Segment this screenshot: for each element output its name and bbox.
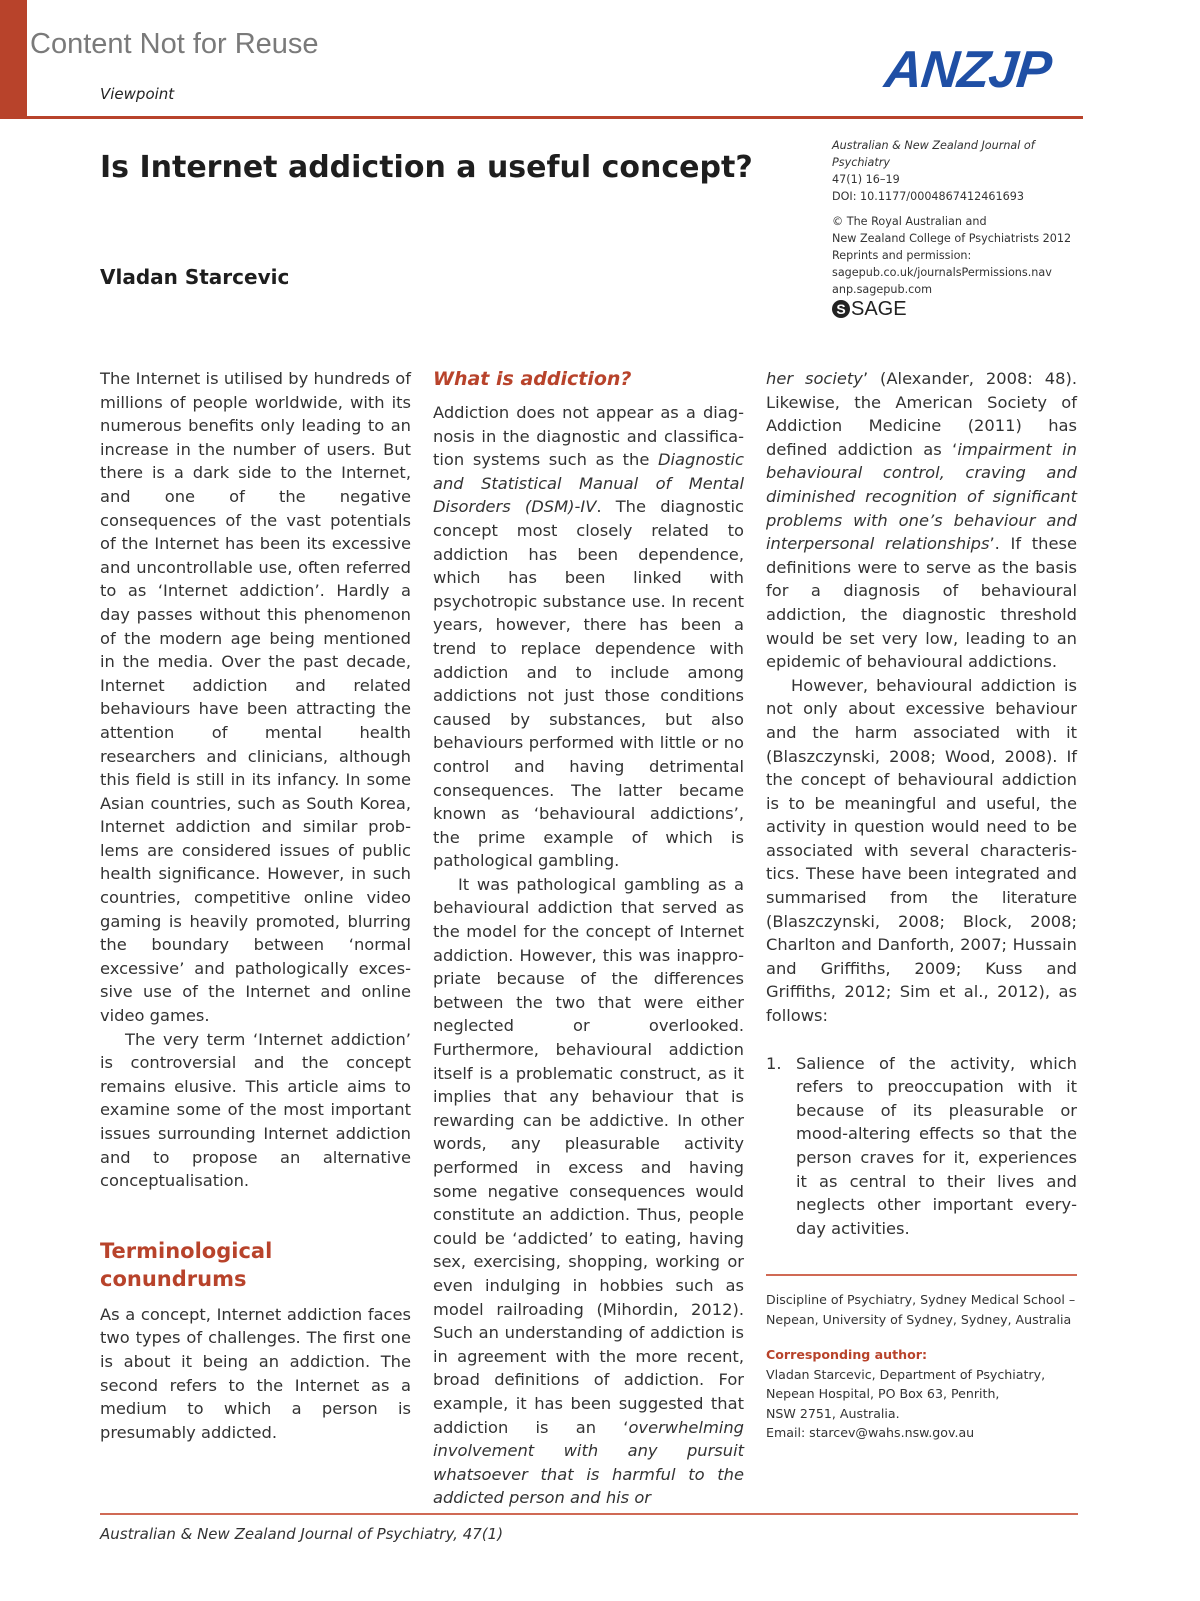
- column-2: [433, 367, 744, 1510]
- journal-site-link[interactable]: anp.sagepub.com: [832, 283, 933, 296]
- publisher-logo: [832, 297, 1092, 320]
- list-item: [766, 1052, 1077, 1241]
- permissions-link[interactable]: sagepub.co.uk/journalsPermissions.nav: [832, 266, 1052, 279]
- text-run: ’. If these definitions were to serve as the basis for a diagnosis of behavioural addiction, the diagnostic threshold would be set very low, leading to an epidemic of behavioural addictions.: [766, 534, 1077, 672]
- author-name: Vladan Starcevic: [100, 265, 290, 289]
- article-title: Is Internet addiction a useful concept?: [100, 150, 753, 185]
- doi[interactable]: DOI: 10.1177/0004867412461693: [832, 190, 1024, 203]
- journal-name: Australian & New Zealand Journal of Psychiatry: [832, 139, 1035, 169]
- copyright-line-1: © The Royal Australian and: [832, 215, 987, 228]
- emphasis-text: Diagnostic and Statistical Manual of Mental Disorders (DSM)-IV: [433, 450, 744, 517]
- emphasis-text: overwhelming involvement with any pursuit whatsoever that is harmful to the addicted person and his or: [433, 1417, 744, 1508]
- reprints-label: Reprints and permission:: [832, 249, 972, 262]
- copyright-line-2: New Zealand College of Psychiatrists 2012: [832, 232, 1072, 245]
- section-heading-what-is-addiction: What is addiction?: [433, 368, 632, 390]
- paragraph: However, behavioural addiction is not only about excessive behaviour and the harm associated with it (Blaszczynski, 2008; Wood, 2008). If the concept of behavioural addiction is to be meaningful and useful, the activity in question would need to be associated with several characteristics. These have been integrated and summarised from the literature (Blaszczynski, 2008; Block, 2008; Charlton and Danforth, 2007; Hussain and Griffiths, 2009; Kuss and Griffiths, 2012; Sim et al., 2012), as follows:: [766, 675, 1077, 1026]
- text-run: It was pathological gambling as a behavioural addiction that served as the model for the concept of Internet addiction. However, this was inappropriate because of the differences between the two that were either neglected or overlooked. Furthermore, behavioural addiction itself is a problematic construct, as it implies that any behaviour that is rewarding can be addictive. In other words, any pleasurable activity performed in excess and having some negative consequences would constitute an addiction. Thus, people could be ‘addicted’ to eating, having sex, exercising, shopping, working or even indulging in hobbies such as model railroading (Mihordin, 2012). Such an understanding of addiction is in agreement with the more recent, broad definitions of addiction. For example, it has been suggested that addiction is an ‘: [433, 874, 744, 1437]
- email-link[interactable]: Email: starcev@wahs.nsw.gov.au: [766, 1425, 975, 1441]
- journal-logo: ANZJP: [881, 41, 1054, 99]
- paragraph: The Internet is utilised by hundreds of millions of people worldwide, with its numerous benefits only leading to an increase in the number of users. But there is a dark side to the Internet, and one of the negative consequences of the vast potentials of the Internet has been its excessive and uncontrollable use, often referred to as ‘Internet addiction’. Hardly a day passes without this phenomenon of the modern age being mentioned in the media. Over the past decade, Internet addiction and related behaviours have been attracting the attention of mental health researchers and clinicians, although this field is still in its infancy. In some Asian countries, such as South Korea, Internet addiction and similar problems are considered issues of public health significance. However, in such countries, competitive online video gaming is heavily promoted, blurring the boundary between ‘normal excessive’ and pathologically excessive use of the Internet and online video games.: [100, 369, 411, 1026]
- paragraph: The very term ‘Internet addiction’ is controversial and the concept remains elusive. This article aims to examine some of the most important issues surrounding Internet addiction and to propose an alternative conceptualisation.: [100, 1029, 411, 1191]
- emphasis-text: impairment in behavioural control, craving and diminished recognition of significant problems with one’s behaviour and interpersonal relationships: [766, 439, 1078, 554]
- sage-s-icon: S: [832, 300, 850, 318]
- affiliation-rule: [766, 1274, 1077, 1276]
- list-number: 1.: [766, 1053, 782, 1073]
- corresponding-line-1: Vladan Starcevic, Department of Psychiatry,: [766, 1366, 1046, 1382]
- list-text: Salience of the activity, which refers to preoccupation with it because of its pleasurable or mood-altering effects so that the person craves for it, experiences it as central to their lives and neglects other important everyday activities.: [796, 1053, 1077, 1238]
- text-run: Addiction does not appear as a diagnosis in the diagnostic and classification systems such as the: [433, 403, 744, 470]
- header-rule: [0, 116, 1083, 119]
- volume-pages: 47(1) 16–19: [832, 173, 900, 186]
- side-accent-bar: [0, 0, 27, 118]
- column-3: [766, 367, 1077, 1443]
- paragraph: [433, 401, 744, 873]
- section-label: Viewpoint: [100, 85, 175, 103]
- column-1: [100, 367, 411, 1444]
- affiliation-block: [766, 1290, 1077, 1443]
- paragraph: [433, 873, 744, 1510]
- article-metadata: [832, 137, 1092, 318]
- emphasis-text: her society: [766, 369, 863, 388]
- corresponding-author-label: Corresponding author:: [766, 1347, 928, 1363]
- footer-citation: Australian & New Zealand Journal of Psychiatry, 47(1): [100, 1525, 504, 1543]
- publisher-name: SAGE: [851, 297, 907, 320]
- text-run: ’ (Alexander, 2008: 48). Likewise, the American Society of Addiction Medicine (2011) has defined addiction as ‘: [766, 369, 1077, 459]
- text-run: . The diagnostic concept most closely related to addiction has been dependence, which has been linked with psychotropic substance use. In recent years, however, there has been a trend to replace dependence with addiction and to include among addictions not just those conditions caused by substances, but also behaviours performed with little or no control and having detrimental consequences. The latter became known as ‘behavioural addictions’, the prime example of which is pathological gambling.: [433, 497, 744, 871]
- footer-rule: [100, 1513, 1078, 1515]
- corresponding-line-2: Nepean Hospital, PO Box 63, Penrith,: [766, 1386, 1000, 1402]
- affiliation: Discipline of Psychiatry, Sydney Medical School – Nepean, University of Sydney, Sydney, Australia: [766, 1292, 1076, 1327]
- section-heading-terminological: Terminological conundrums: [100, 1238, 273, 1291]
- watermark: Content Not for Reuse: [30, 28, 319, 60]
- paragraph: [766, 367, 1077, 674]
- corresponding-line-3: NSW 2751, Australia.: [766, 1405, 900, 1421]
- paragraph: As a concept, Internet addiction faces two types of challenges. The first one is about it being an addiction. The second refers to the Internet as a medium to which a person is presumably addicted.: [100, 1304, 411, 1442]
